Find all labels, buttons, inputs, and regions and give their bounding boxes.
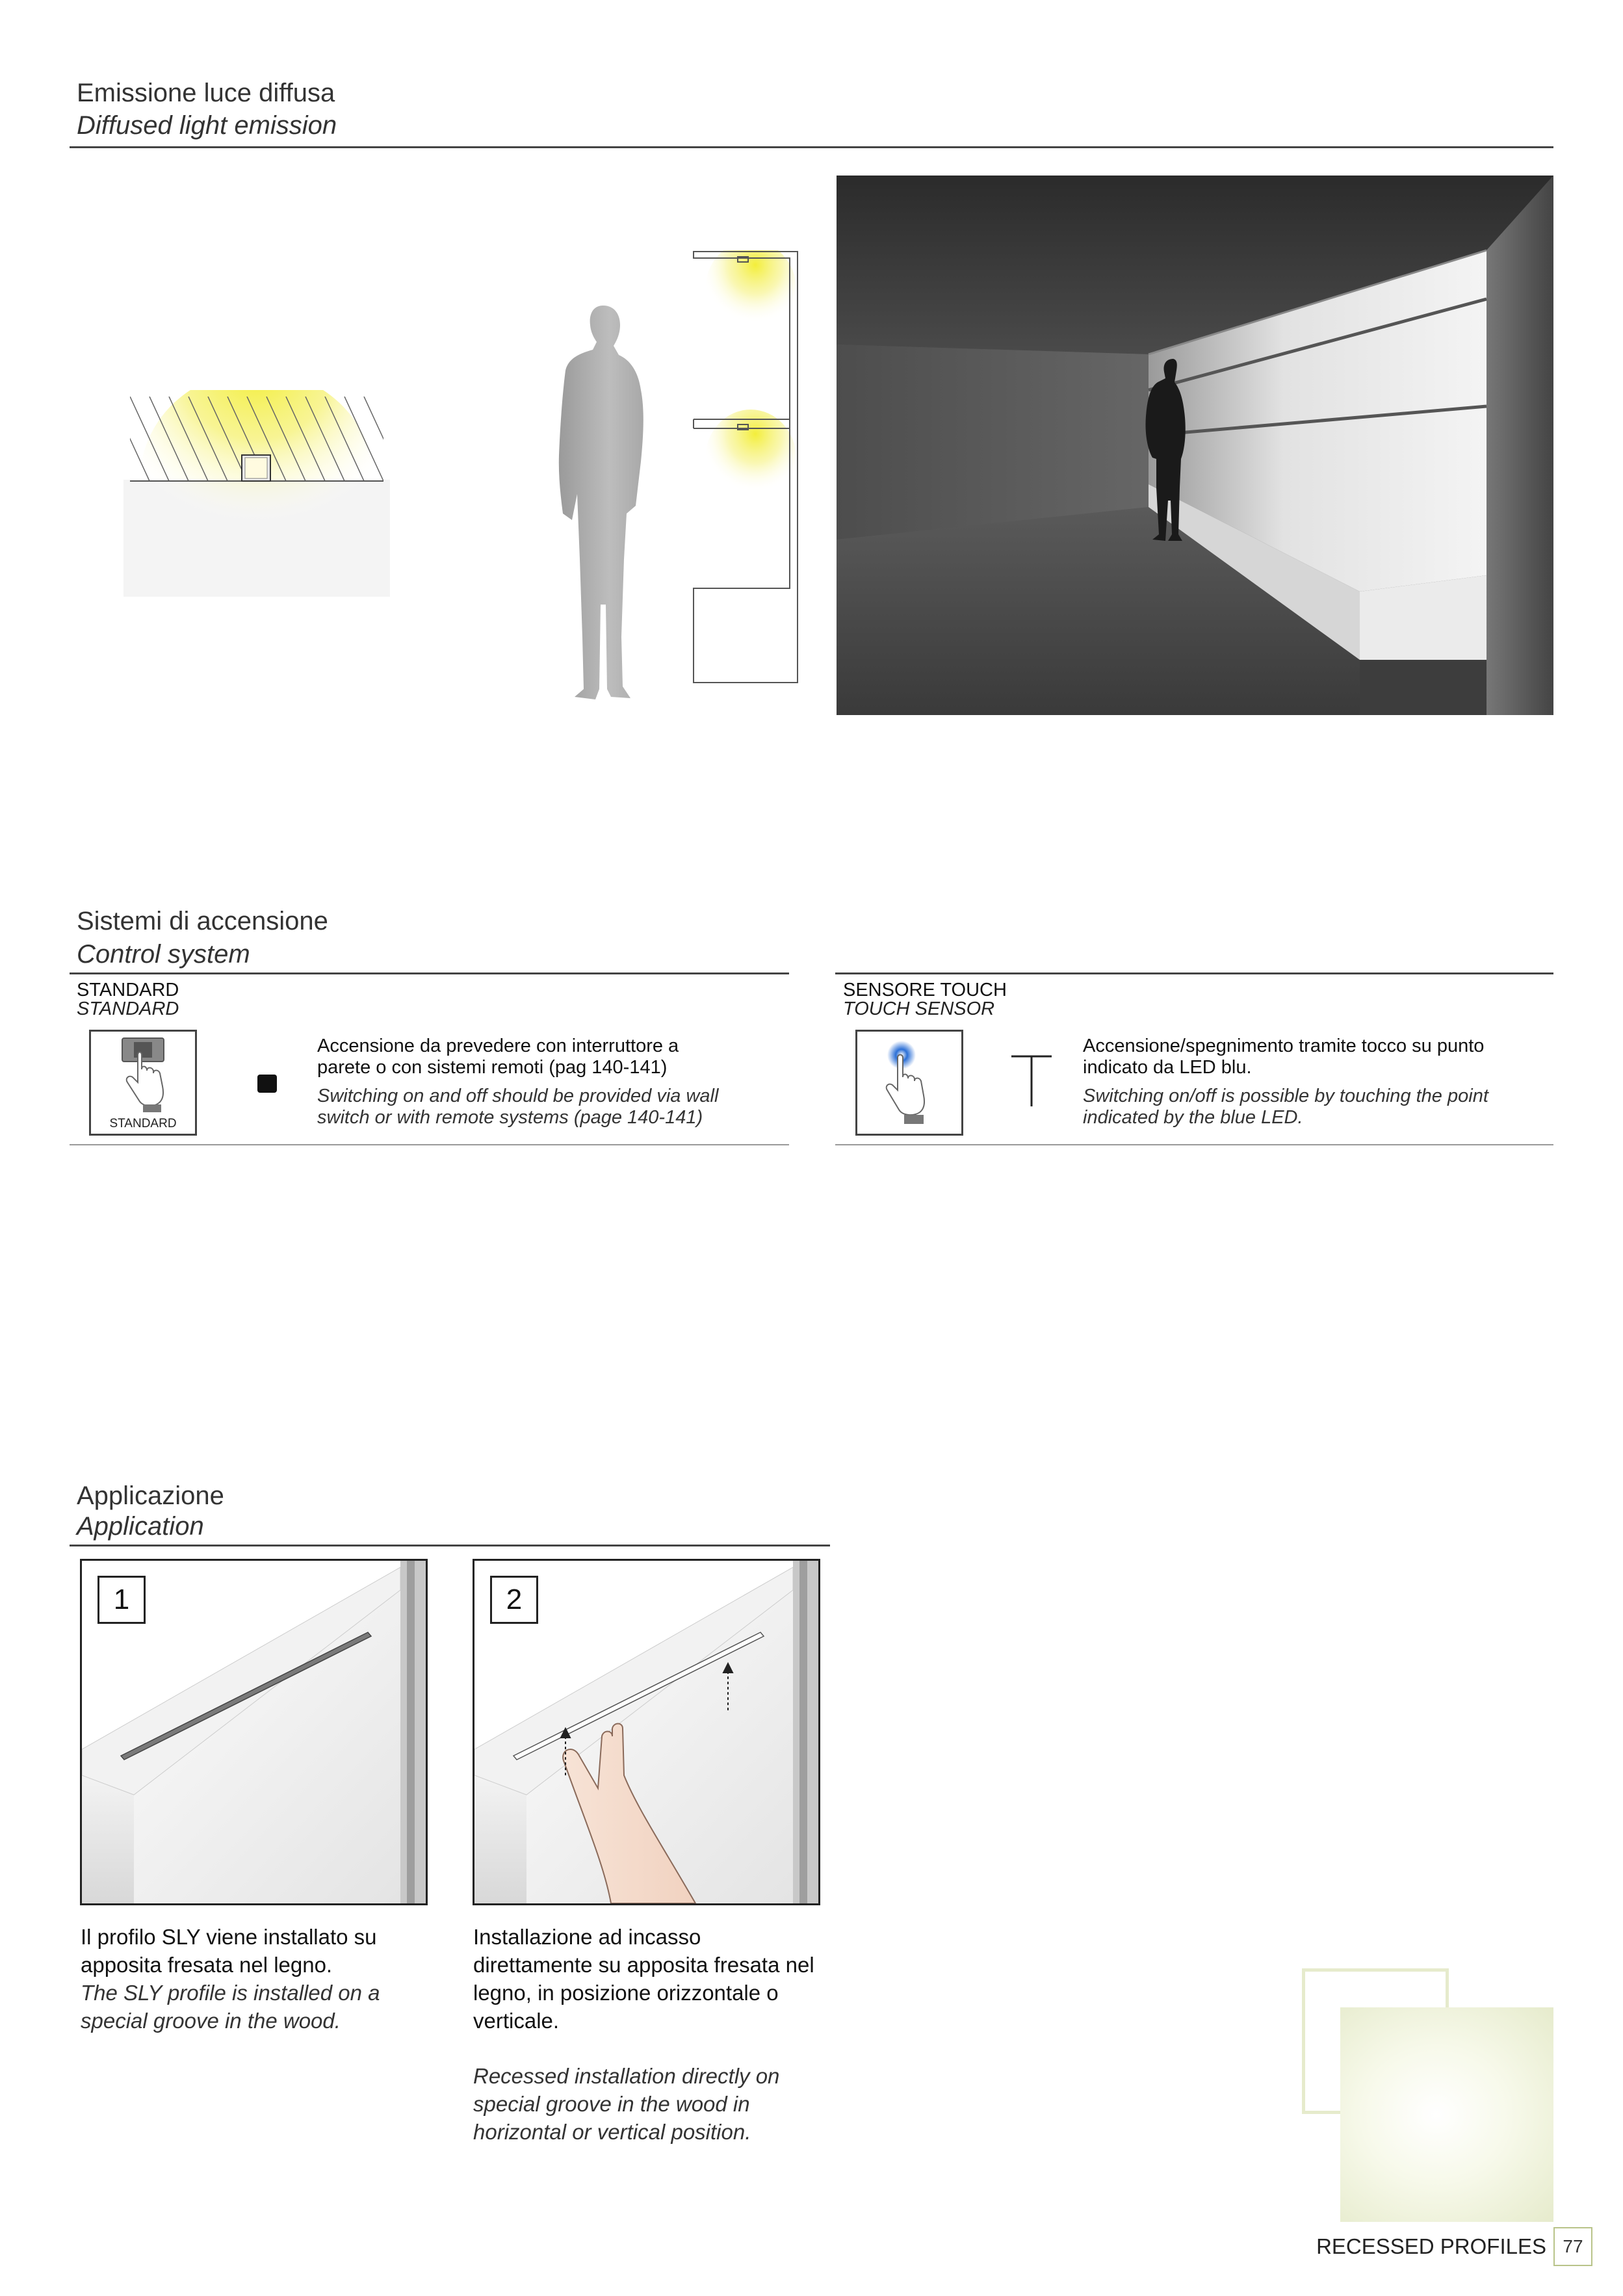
- touch-bottom-rule: [835, 1144, 1553, 1145]
- wall-switch-icon: [91, 1032, 195, 1116]
- control-rule-left: [70, 972, 789, 974]
- person-silhouette: [546, 299, 663, 702]
- showroom-render-photo: [837, 176, 1553, 715]
- touch-finger-icon: [857, 1032, 961, 1136]
- application-title-en: Application: [77, 1512, 204, 1541]
- standard-label-it: STANDARD: [77, 980, 179, 1000]
- decor-square-glow: [1340, 2007, 1553, 2222]
- shelf-section-diagram: [686, 250, 803, 686]
- step-1-text-en: The SLY profile is installed on a special groove in the wood.: [81, 1981, 380, 2033]
- application-title-it: Applicazione: [77, 1481, 224, 1510]
- footer-section-label: RECESSED PROFILES: [1316, 2234, 1546, 2258]
- step-1-number: 1: [97, 1576, 146, 1624]
- application-rule: [70, 1545, 830, 1546]
- standard-desc-en: Switching on and off should be provided via wall switch or with remote systems (page 140-141): [317, 1086, 719, 1128]
- touch-symbol-icon: [1009, 1054, 1054, 1108]
- step-2-text-en: Recessed installation directly on special groove in the wood in horizontal or vertical position.: [473, 2064, 780, 2144]
- emission-rule: [70, 146, 1553, 148]
- step-2-text-it: Installazione ad incasso direttamente su apposita fresata nel legno, in posizione orizzontale o verticale.: [473, 1925, 814, 2033]
- touch-label-en: TOUCH SENSOR: [843, 998, 995, 1019]
- standard-icon-caption: STANDARD: [109, 1117, 177, 1130]
- step-1-text-it: Il profilo SLY viene installato su apposita fresata nel legno.: [81, 1925, 377, 1977]
- step-2-number: 2: [490, 1576, 538, 1624]
- standard-label-en: STANDARD: [77, 998, 179, 1019]
- standard-symbol-icon: [257, 1075, 277, 1093]
- control-title-en: Control system: [77, 940, 250, 969]
- ceiling-section-diagram: [123, 390, 390, 598]
- control-title-it: Sistemi di accensione: [77, 907, 328, 935]
- emission-title-en: Diffused light emission: [77, 111, 337, 140]
- control-rule-right: [835, 972, 1553, 974]
- standard-switch-icon-box: [89, 1030, 197, 1136]
- standard-bottom-rule: [70, 1144, 789, 1145]
- page-number: 77: [1553, 2227, 1592, 2266]
- touch-label-it: SENSORE TOUCH: [843, 980, 1007, 1000]
- emission-title-it: Emissione luce diffusa: [77, 79, 335, 107]
- standard-desc-it: Accensione da prevedere con interruttore a parete o con sistemi remoti (pag 140-141): [317, 1036, 679, 1078]
- touch-sensor-icon-box: [855, 1030, 963, 1136]
- touch-desc-it: Accensione/spegnimento tramite tocco su punto indicato da LED blu.: [1083, 1036, 1485, 1078]
- touch-desc-en: Switching on/off is possible by touching the point indicated by the blue LED.: [1083, 1086, 1488, 1128]
